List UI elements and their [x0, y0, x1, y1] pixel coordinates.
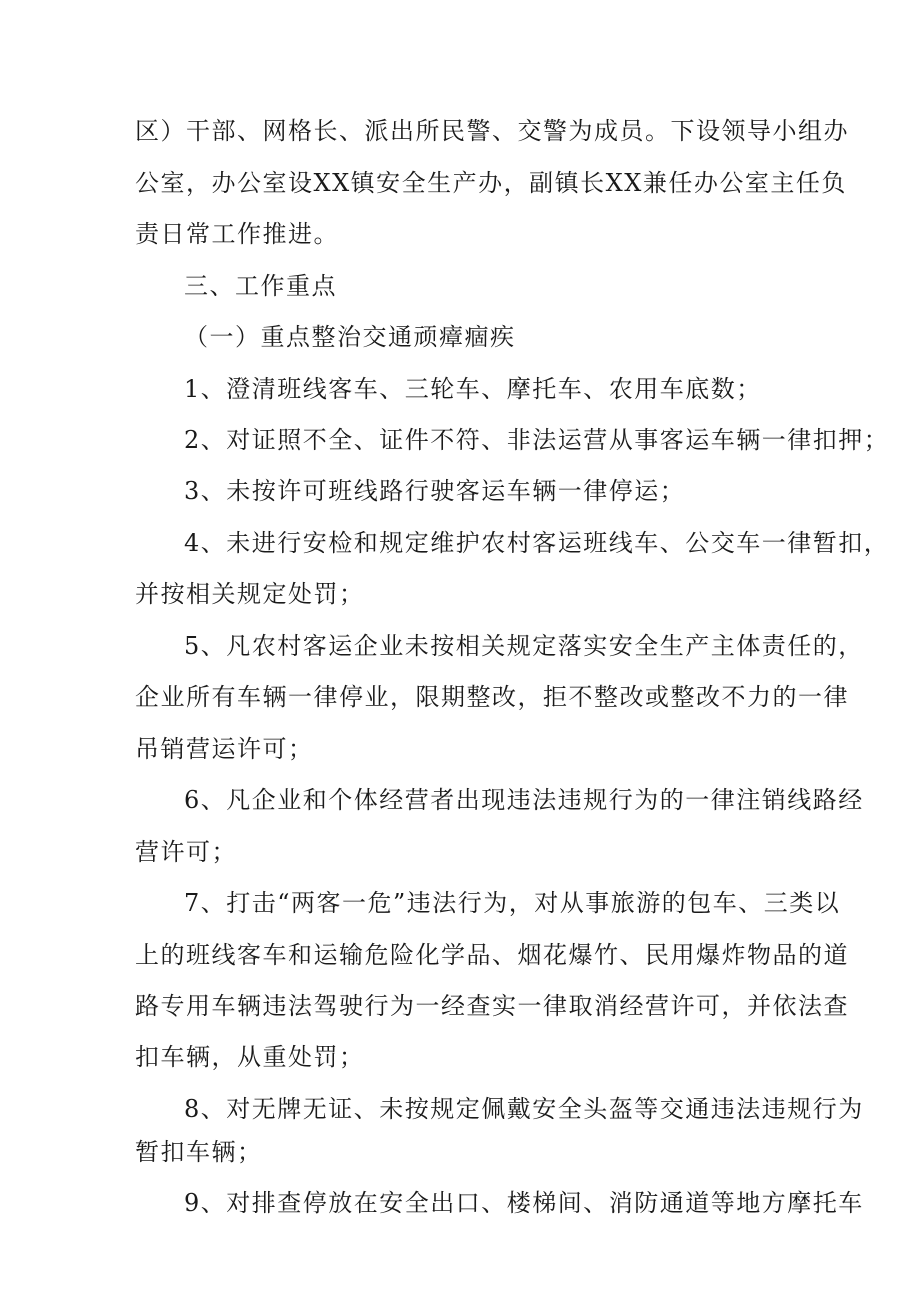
list-item: 6、凡企业和个体经营者出现违法违规行为的一律注销线路经 [184, 786, 864, 814]
list-item: 5、凡农村客运企业未按相关规定落实安全生产主体责任的， [184, 632, 864, 660]
list-item: 4、未进行安检和规定维护农村客运班线车、公交车一律暂扣， [184, 529, 890, 557]
paragraph-line: 公室，办公室设XX镇安全生产办，副镇长XX兼任办公室主任负 [135, 169, 847, 197]
list-item: 1、澄清班线客车、三轮车、摩托车、农用车底数； [184, 375, 762, 403]
list-item-continuation: 暂扣车辆； [135, 1138, 263, 1166]
list-item: 7、打击“两客一危”违法行为，对从事旅游的包车、三类以 [184, 889, 841, 917]
list-item-continuation: 企业所有车辆一律停业，限期整改，拒不整改或整改不力的一律 [135, 683, 849, 711]
section-heading: 三、工作重点 [184, 272, 337, 300]
list-item: 3、未按许可班线路行驶客运车辆一律停运； [184, 477, 686, 505]
list-item-continuation: 营许可； [135, 838, 237, 866]
paragraph-line: 区）干部、网格长、派出所民警、交警为成员。下设领导小组办 [135, 117, 849, 145]
list-item-continuation: 吊销营运许可； [135, 735, 314, 763]
paragraph-line: 责日常工作推进。 [135, 220, 339, 248]
list-item: 9、对排查停放在安全出口、楼梯间、消防通道等地方摩托车 [184, 1189, 864, 1217]
list-item: 8、对无牌无证、未按规定佩戴安全头盔等交通违法违规行为 [184, 1095, 864, 1123]
list-item-continuation: 上的班线客车和运输危险化学品、烟花爆竹、民用爆炸物品的道 [135, 941, 849, 969]
list-item: 2、对证照不全、证件不符、非法运营从事客运车辆一律扣押； [184, 426, 890, 454]
list-item-continuation: 路专用车辆违法驾驶行为一经查实一律取消经营许可，并依法查 [135, 992, 849, 1020]
list-item-continuation: 扣车辆，从重处罚； [135, 1043, 365, 1071]
list-item-continuation: 并按相关规定处罚； [135, 580, 365, 608]
subsection-heading: （一）重点整治交通顽瘴痼疾 [184, 323, 516, 351]
